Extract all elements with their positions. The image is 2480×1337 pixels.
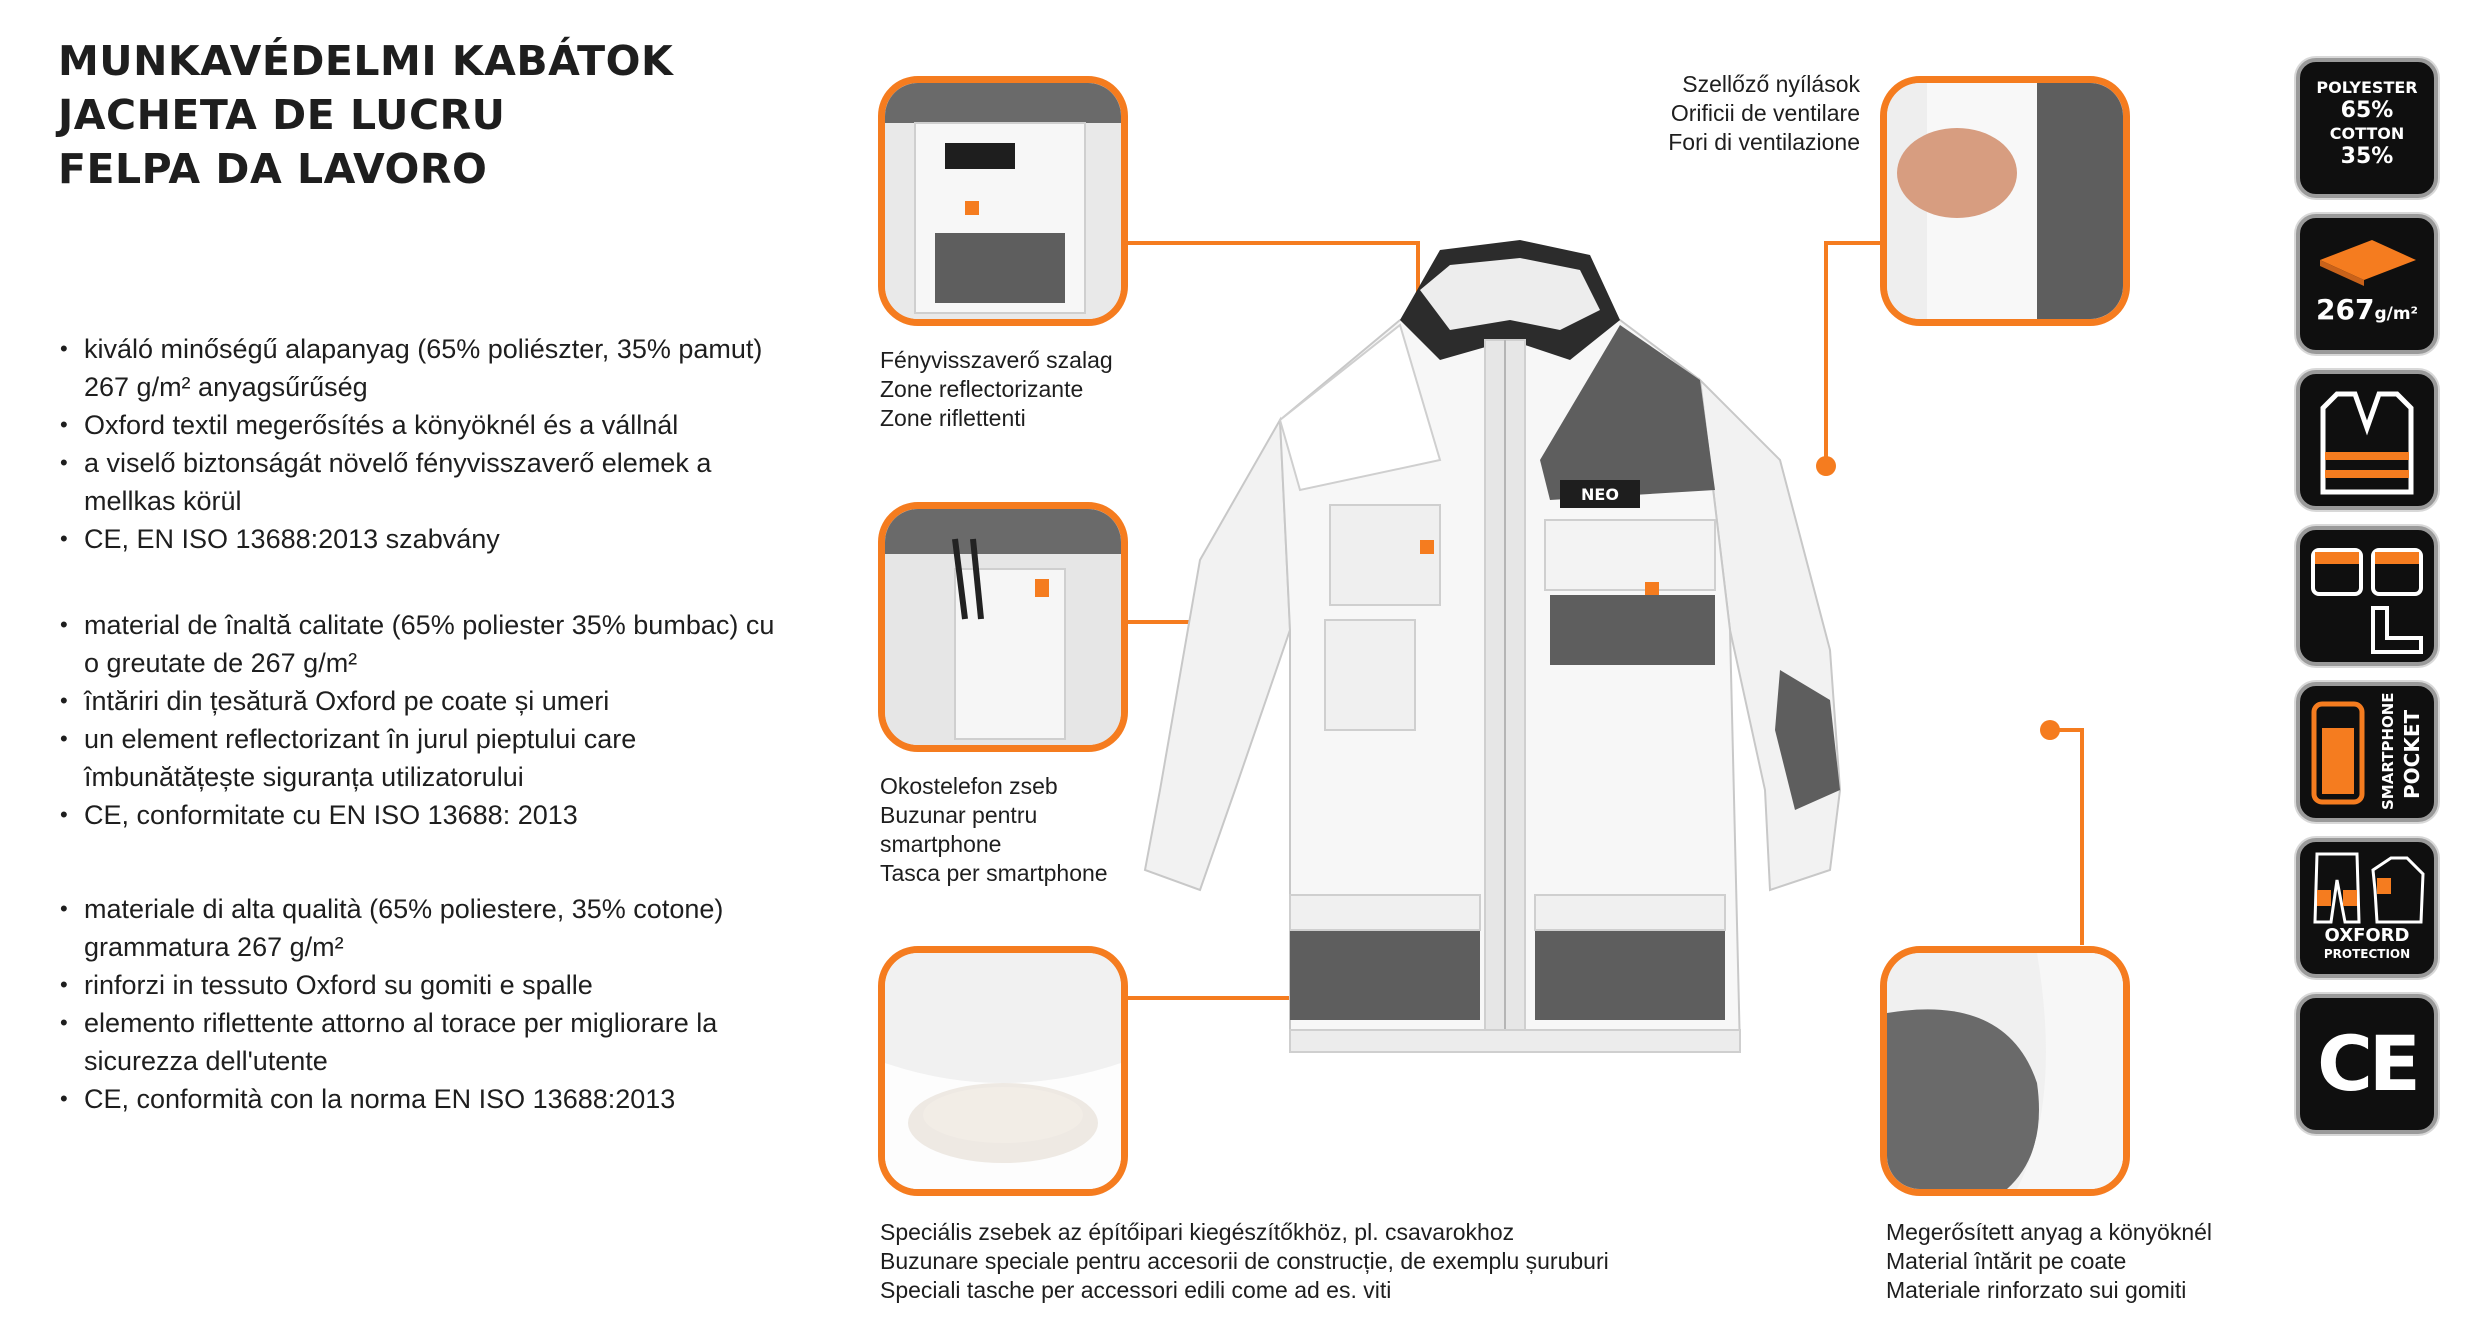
caption-line: Zone riflettenti <box>880 405 1026 431</box>
ce-mark-icon <box>2296 994 2438 1134</box>
photo-special-pockets <box>878 946 1128 1196</box>
material-value: 35% <box>2340 144 2394 169</box>
photo-smartphone-pocket <box>878 502 1128 752</box>
photo-elbow <box>1880 946 2130 1196</box>
ce-mark: CE <box>2317 1019 2417 1108</box>
feature-item: • materiale di alta qualità (65% poliestere, 35% cotone) grammatura 267 g/m² <box>58 890 778 966</box>
smartphone-pocket-icon <box>2296 682 2438 822</box>
feature-item: • CE, conformitate cu EN ISO 13688: 2013 <box>58 796 778 834</box>
oxford-label: OXFORD <box>2324 925 2410 946</box>
title-hu: MUNKAVÉDELMI KABÁTOK <box>58 37 674 85</box>
feature-item: • rinforzi in tessuto Oxford su gomiti e spalle <box>58 966 778 1004</box>
caption-reflective <box>880 346 1113 433</box>
material-label: COTTON <box>2329 124 2405 143</box>
caption-line: Okostelefon zseb <box>880 773 1058 799</box>
caption-line: Tasca per smartphone <box>880 860 1108 886</box>
jacket-illustration <box>1140 230 1860 1080</box>
phone-icon <box>2308 698 2368 808</box>
caption-special-pockets <box>880 1218 1609 1305</box>
material-value: 65% <box>2340 98 2394 123</box>
caption-ventilation <box>1560 70 1860 157</box>
weight-value: 267 <box>2316 293 2375 326</box>
caption-line: Fori di ventilazione <box>1668 129 1860 155</box>
feature-item: • a viselő biztonságát növelő fényvisszaverő elemek a mellkas körül <box>58 444 778 520</box>
caption-line: Buzunare speciale pentru accesorii de construcție, de exemplu șuruburi <box>880 1248 1609 1274</box>
pocket-label: SMARTPHONE <box>2379 692 2397 810</box>
caption-line: Szellőző nyílások <box>1682 71 1860 97</box>
photo-reflective <box>878 76 1128 326</box>
feature-item: • elemento riflettente attorno al torace per migliorare la sicurezza dell'utente <box>58 1004 778 1080</box>
caption-line: Buzunar pentru <box>880 802 1038 828</box>
caption-line: Fényvisszaverő szalag <box>880 347 1113 373</box>
material-label: POLYESTER <box>2316 78 2418 97</box>
caption-line: Zone reflectorizante <box>880 376 1084 402</box>
caption-line: smartphone <box>880 831 1002 857</box>
caption-line: Materiale rinforzato sui gomiti <box>1886 1277 2187 1303</box>
feature-item: • Oxford textil megerősítés a könyöknél és a vállnál <box>58 406 778 444</box>
caption-smartphone <box>880 772 1108 888</box>
caption-line: Speciális zsebek az építőipari kiegészítőkhöz, pl. csavarokhoz <box>880 1219 1515 1245</box>
feature-item: • material de înaltă calitate (65% poliester 35% bumbac) cu o greutate de 267 g/m² <box>58 606 778 682</box>
feature-item: • kiváló minőségű alapanyag (65% poliészter, 35% pamut) 267 g/m² anyagsűrűség <box>58 330 778 406</box>
feature-item: • un element reflectorizant în jurul pieptului care îmbunătățește siguranța utilizatorului <box>58 720 778 796</box>
pocket-label: POCKET <box>2400 709 2424 799</box>
oxford-label: PROTECTION <box>2323 947 2411 961</box>
feature-item: • CE, conformità con la norma EN ISO 13688:2013 <box>58 1080 778 1118</box>
feature-item: • CE, EN ISO 13688:2013 szabvány <box>58 520 778 558</box>
oxford-protection-icon <box>2296 838 2438 978</box>
weight-unit: g/m² <box>2374 304 2418 324</box>
feature-item: • întăriri din țesătură Oxford pe coate și umeri <box>58 682 778 720</box>
fabric-weight-icon <box>2296 214 2438 354</box>
caption-line: Speciali tasche per accessori edili come ad es. viti <box>880 1277 1392 1303</box>
reflective-vest-icon <box>2296 370 2438 510</box>
caption-line: Material întărit pe coate <box>1886 1248 2127 1274</box>
pockets-icon <box>2296 526 2438 666</box>
title-ro: JACHETA DE LUCRU <box>58 91 506 139</box>
photo-ventilation <box>1880 76 2130 326</box>
caption-line: Orificii de ventilare <box>1670 100 1860 126</box>
title-it: FELPA DA LAVORO <box>58 145 488 193</box>
material-icon <box>2296 58 2438 198</box>
fabric-sheet-icon <box>2312 232 2422 288</box>
caption-elbow <box>1886 1218 2212 1305</box>
jacket-brand-logo: NEO <box>1581 485 1619 504</box>
garment-icon <box>2307 850 2427 926</box>
caption-line: Megerősített anyag a könyöknél <box>1886 1219 2213 1245</box>
